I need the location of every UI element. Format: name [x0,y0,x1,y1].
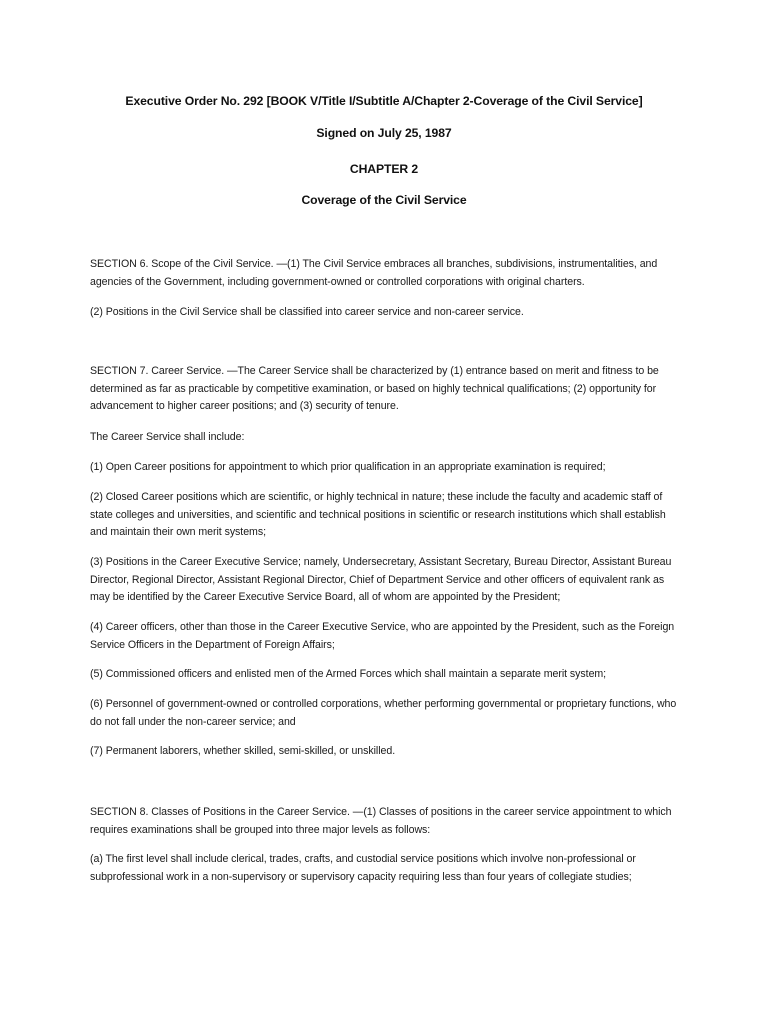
career-service-item-5: (5) Commissioned officers and enlisted men of the Armed Forces which shall maintain a separate merit system; [90,668,607,680]
chapter-title: Coverage of the Civil Service [301,193,467,207]
document-title: Executive Order No. 292 [BOOK V/Title I/Subtitle A/Chapter 2-Coverage of the Civil Service] [125,94,643,108]
career-service-item-6: (6) Personnel of government-owned or controlled corporations, whether performing governmental or proprietary functions, who do not fall under the non-career service; and [90,698,677,728]
section-8-item-a: (a) The first level shall include clerical, trades, crafts, and custodial service positions which involve non-professional or subprofessional work in a non-supervisory or supervisory capacity requiring less than four years of collegiate studies; [90,853,636,883]
career-service-item-2: (2) Closed Career positions which are scientific, or highly technical in nature; these include the faculty and academic staff of state colleges and universities, and scientific and technical positions in scientific or research institutions which shall establish and maintain their own merit systems; [90,491,666,538]
career-service-item-1: (1) Open Career positions for appointment to which prior qualification in an appropriate examination is required; [90,461,606,473]
section-8-paragraph: SECTION 8. Classes of Positions in the Career Service. —(1) Classes of positions in the career service appointment to which requires examinations shall be grouped into three major levels as follows: [90,806,672,836]
section-6-paragraph: SECTION 6. Scope of the Civil Service. —(1) The Civil Service embraces all branches, subdivisions, instrumentalities, and agencies of the Government, including government-owned or controlled corporations with original charters. [90,258,658,288]
career-service-item-4: (4) Career officers, other than those in the Career Executive Service, who are appointed by the President, such as the Foreign Service Officers in the Department of Foreign Affairs; [90,621,675,651]
chapter-heading: CHAPTER 2 [349,162,419,176]
career-service-intro: The Career Service shall include: [90,431,245,443]
career-service-item-3: (3) Positions in the Career Executive Service; namely, Undersecretary, Assistant Secretary, Bureau Director, Assistant Bureau Director, Regional Director, Assistant Regional Director, Chief of Department Service and other officers of equivalent rank as may be identified by the Career Executive Service Board, all of whom are appointed by the President; [90,556,672,603]
section-7-paragraph: SECTION 7. Career Service. —The Career Service shall be characterized by (1) entrance based on merit and fitness to be determined as far as practicable by competitive examination, or based on highly technical qualifications; (2) opportunity for advancement to higher career positions; and (3) security of tenure. [90,365,659,412]
section-6-subparagraph-2: (2) Positions in the Civil Service shall be classified into career service and non-career service. [90,306,524,318]
career-service-item-7: (7) Permanent laborers, whether skilled, semi-skilled, or unskilled. [90,745,396,757]
signed-date: Signed on July 25, 1987 [316,126,452,140]
